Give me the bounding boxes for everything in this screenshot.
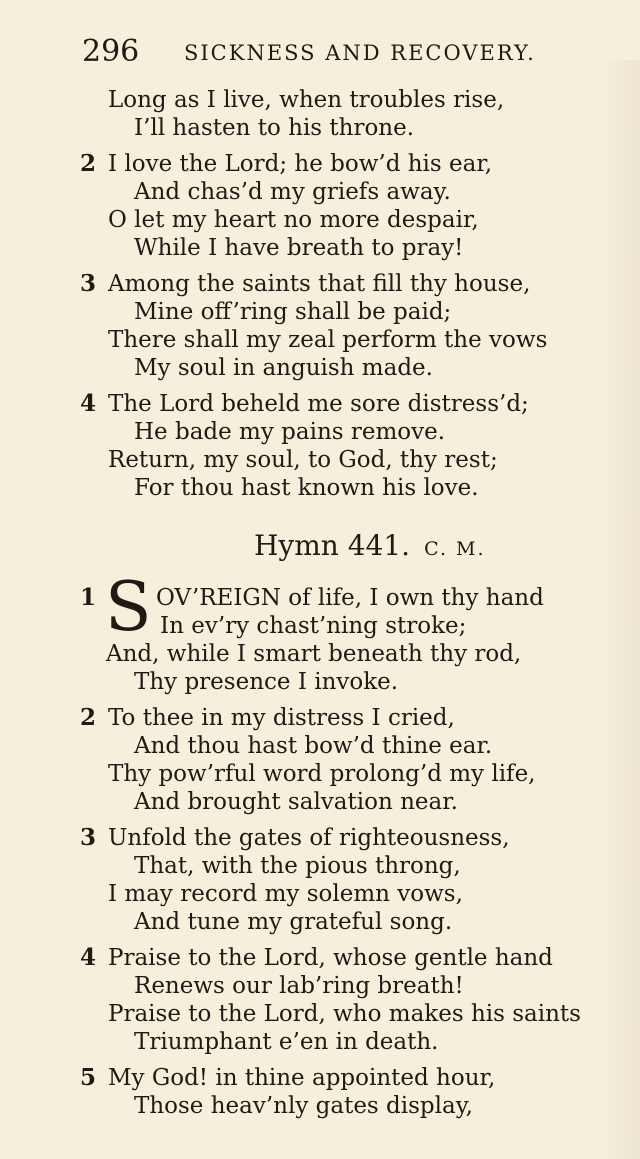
verse-line: Return, my soul, to God, thy rest;	[108, 447, 498, 473]
stanza-number: 2	[80, 704, 97, 731]
verse-line: He bade my pains remove.	[134, 419, 446, 445]
verse-line: I may record my solemn vows,	[108, 881, 463, 907]
running-title: SICKNESS AND RECOVERY.	[184, 41, 536, 65]
verse-line: Among the saints that fill thy house,	[108, 271, 531, 297]
stanza-number: 4	[80, 390, 97, 417]
verse-line: O let my heart no more despair,	[108, 207, 479, 233]
hymn-title	[254, 529, 486, 562]
verse-line: Praise to the Lord, who makes his saints	[108, 1001, 581, 1027]
verse-line: There shall my zeal perform the vows	[108, 327, 548, 353]
stanza-number: 3	[80, 270, 97, 297]
verse-line: And thou hast bow’d thine ear.	[134, 733, 493, 759]
verse-line: Long as I live, when troubles rise,	[108, 87, 505, 113]
verse-line: Renews our lab’ring breath!	[134, 973, 464, 999]
hymn-meter: C. M.	[424, 538, 486, 560]
verse-line: Praise to the Lord, whose gentle hand	[108, 945, 553, 971]
verse-line: For thou hast known his love.	[134, 475, 479, 501]
verse-line: And tune my grateful song.	[134, 909, 453, 935]
verse-line: And chas’d my griefs away.	[134, 179, 451, 205]
verse-line: I love the Lord; he bow’d his ear,	[108, 151, 493, 177]
stanza-number: 1	[80, 584, 97, 611]
verse-line: While I have breath to pray!	[134, 235, 464, 261]
stanza-number: 5	[80, 1064, 97, 1091]
verse-line: My God! in thine appointed hour,	[108, 1065, 496, 1091]
verse-line: Mine off’ring shall be paid;	[134, 299, 452, 325]
stanza-number: 3	[80, 824, 97, 851]
drop-cap: S	[105, 568, 152, 647]
verse-line: Thy presence I invoke.	[134, 669, 399, 695]
running-head	[82, 34, 562, 70]
page-number: 296	[82, 34, 140, 69]
verse-line: To thee in my distress I cried,	[108, 705, 455, 731]
verse-line: I’ll hasten to his throne.	[134, 115, 415, 141]
hymn-number: Hymn 441.	[254, 529, 411, 562]
verse-line: That, with the pious throng,	[134, 853, 461, 879]
verse-line: Those heav’nly gates display,	[134, 1093, 473, 1119]
stanza-number: 4	[80, 944, 97, 971]
verse-line: Triumphant e’en in death.	[134, 1029, 439, 1055]
verse-line: The Lord beheld me sore distress’d;	[108, 391, 529, 417]
verse-line: OV’REIGN of life, I own thy hand	[156, 585, 544, 611]
verse-line: My soul in anguish made.	[134, 355, 433, 381]
verse-line: In ev’ry chast’ning stroke;	[160, 613, 467, 639]
verse-line: Unfold the gates of righteousness,	[108, 825, 510, 851]
stanza-number: 2	[80, 150, 97, 177]
verse-line: And brought salvation near.	[134, 789, 458, 815]
verse-line: And, while I smart beneath thy rod,	[106, 641, 522, 667]
verse-line: Thy pow’rful word prolong’d my life,	[108, 761, 536, 787]
page-shadow	[600, 60, 640, 1159]
